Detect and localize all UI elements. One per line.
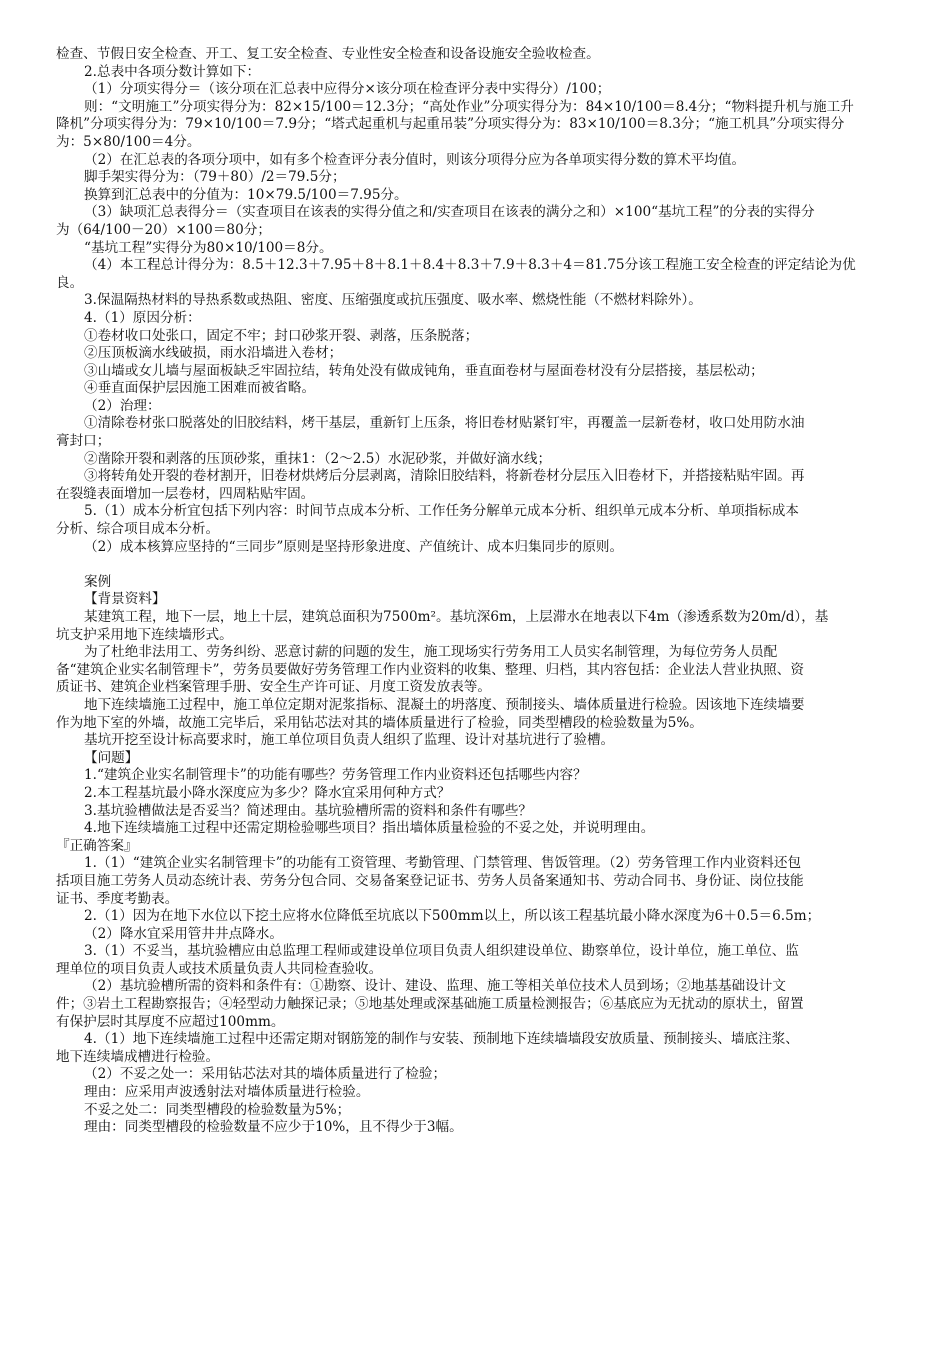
text-line: 为：5×80/100＝4分。 (56, 133, 201, 150)
text-line: 基坑开挖至设计标高要求时，施工单位项目负责人组织了监理、设计对基坑进行了验槽。 (84, 732, 615, 749)
text-line: 作为地下室的外墙，故施工完毕后，采用钻芯法对其的墙体质量进行了检验，同类型槽段的检验数量为5%。 (56, 714, 703, 731)
case-section (56, 574, 902, 1137)
text-line: 括项目施工劳务人员动态统计表、劳务分包合同、交易备案登记证书、劳务人员备案通知书、劳动合同书、身份证、岗位技能 (56, 872, 804, 889)
text-line: 某建筑工程，地下一层，地上十层，建筑总面积为7500m²。基坑深6m，上层滞水在地表以下4m（渗透系数为20m/d），基 (84, 609, 829, 625)
text-line: 『正确答案』 (56, 837, 138, 854)
text-line: 理单位的项目负责人或技术质量负责人共同检查验收。 (56, 960, 383, 977)
text-line: 为了杜绝非法用工、劳务纠纷、恶意讨薪的问题的发生，施工现场实行劳务用工人员实名制管理，为每位劳务人员配 (84, 644, 778, 661)
text-line: 3.（1）不妥当，基坑验槽应由总监理工程师或建设单位项目负责人组织建设单位、勘察单位，设计单位，施工单位、监 (84, 943, 799, 960)
text-line: （2）治理： (84, 397, 161, 414)
text-line: 坑支护采用地下连续墙形式。 (56, 626, 233, 643)
text-line: 3.基坑验槽做法是否妥当？简述理由。基坑验槽所需的资料和条件有哪些？ (84, 802, 532, 819)
text-line: 4.（1）原因分析： (84, 309, 201, 326)
answer-section-1 (56, 46, 902, 556)
text-line: ③将转角处开裂的卷材割开，旧卷材烘烤后分层剥离，清除旧胶结料，将新卷材分层压入旧卷材下，并搭接粘贴牢固。再 (84, 468, 805, 485)
text-line: 1.“建筑企业实名制管理卡”的功能有哪些？劳务管理工作内业资料还包括哪些内容？ (84, 767, 587, 784)
text-line: 良。 (56, 274, 84, 291)
text-line: ③山墙或女儿墙与屋面板缺乏牢固拉结，转角处没有做成钝角，垂直面卷材与屋面卷材没有分层搭接，基层松动； (84, 362, 764, 379)
text-line: 理由：应采用声波透射法对墙体质量进行检验。 (84, 1084, 370, 1101)
text-line: 1.（1）“建筑企业实名制管理卡”的功能有工资管理、考勤管理、门禁管理、售饭管理。（2）劳务管理工作内业资料还包 (84, 855, 802, 872)
text-line: （4）本工程总计得分为：8.5＋12.3＋7.95＋8＋8.1＋8.4＋8.3＋7.9＋8.3＋4＝81.75分该工程施工安全检查的评定结论为优 (84, 257, 856, 274)
text-line: ①卷材收口处张口，固定不牢；封口砂浆开裂、剥落，压条脱落； (84, 327, 479, 344)
text-line: 为（64/100－20）×100＝80分； (56, 221, 271, 238)
text-line: （2）不妥之处一：采用钻芯法对其的墙体质量进行了检验； (84, 1066, 447, 1083)
text-line: 理由：同类型槽段的检验数量不应少于10%，且不得少于3幅。 (84, 1119, 463, 1136)
text-line: （2）基坑验槽所需的资料和条件有：①勘察、设计、建设、监理、施工等相关单位技术人员到场；②地基基础设计文 (84, 978, 786, 995)
text-line: ④垂直面保护层因施工困难而被省略。 (84, 380, 316, 397)
text-line: 4.（1）地下连续墙施工过程中还需定期对钢筋笼的制作与安装、预制地下连续墙墙段安放质量、预制接头、墙底注浆、 (84, 1031, 799, 1048)
text-line: 换算到汇总表中的分值为：10×79.5/100＝7.95分。 (84, 186, 408, 203)
text-line: 在裂缝表面增加一层卷材，四周粘贴牢固。 (56, 485, 315, 502)
text-line: （1）分项实得分＝（该分项在汇总表中应得分×该分项在检查评分表中实得分）/100； (84, 81, 611, 98)
text-line: 降机”分项实得分为：79×10/100＝7.9分；“塔式起重机与起重吊装”分项实得分为：83×10/100＝8.3分；“施工机具”分项实得分 (56, 116, 845, 133)
text-line: 【问题】 (84, 749, 139, 766)
text-line: 则：“文明施工”分项实得分为：82×15/100＝12.3分；“高处作业”分项实得分为：84×10/100＝8.4分；“物料提升机与施工升 (84, 98, 854, 115)
text-line: （3）缺项汇总表得分＝（实查项目在该表的实得分值之和/实查项目在该表的满分之和）×100“基坑工程”的分表的实得分 (84, 204, 815, 221)
text-line: 备“建筑企业实名制管理卡”，劳务员要做好劳务管理工作内业资料的收集、整理、归档，其内容包括：企业法人营业执照、资 (56, 661, 804, 678)
text-line: 地下连续墙成槽进行检验。 (56, 1048, 220, 1065)
text-line: ①清除卷材张口脱落处的旧胶结料，烤干基层，重新钉上压条，将旧卷材贴紧钉牢，再覆盖一层新卷材，收口处用防水油 (84, 415, 805, 432)
text-line: 4.地下连续墙施工过程中还需定期检验哪些项目？指出墙体质量检验的不妥之处，并说明理由。 (84, 820, 655, 837)
text-line: 分析、综合项目成本分析。 (56, 521, 220, 538)
text-line: 3.保温隔热材料的导热系数或热阻、密度、压缩强度或抗压强度、吸水率、燃烧性能（不燃材料除外）。 (84, 292, 702, 309)
text-line: 2.本工程基坑最小降水深度应为多少？降水宜采用何种方式？ (84, 784, 451, 801)
text-line: 检查、节假日安全检查、开工、复工安全检查、专业性安全检查和设备设施安全验收检查。 (56, 46, 600, 62)
text-line: 质证书、建筑企业档案管理手册、安全生产许可证、月度工资发放表等。 (56, 679, 491, 696)
text-line: 脚手架实得分为：（79＋80）/2＝79.5分； (84, 169, 346, 186)
text-line: 5.（1）成本分析宜包括下列内容：时间节点成本分析、工作任务分解单元成本分析、组织单元成本分析、单项指标成本 (84, 503, 799, 520)
text-line: （2）在汇总表的各项分项中，如有多个检查评分表分值时，则该分项得分应为各单项实得分数的算术平均值。 (84, 151, 746, 168)
text-line: 件；③岩土工程勘察报告；④轻型动力触探记录；⑤地基处理或深基础施工质量检测报告；⑥基底应为无扰动的原状土，留置 (56, 996, 804, 1013)
text-line: 案例 (84, 573, 112, 590)
text-line: “基坑工程”实得分为80×10/100＝8分。 (84, 239, 333, 256)
text-line: 2.（1）因为在地下水位以下挖土应将水位降低至坑底以下500mm以上，所以该工程基坑最小降水深度为6＋0.5＝6.5m； (84, 908, 821, 925)
document-body (56, 46, 902, 1137)
text-line: 膏封口； (56, 433, 111, 450)
text-line: 地下连续墙施工过程中，施工单位定期对泥浆指标、混凝土的坍落度、预制接头、墙体质量进行检验。因该地下连续墙要 (84, 696, 805, 713)
text-line: ②凿除开裂和剥落的压顶砂浆，重抹1：（2～2.5）水泥砂浆，并做好滴水线； (84, 450, 552, 467)
text-line: 2.总表中各项分数计算如下： (84, 63, 261, 80)
text-line: 有保护层时其厚度不应超过100mm。 (56, 1013, 285, 1030)
text-line: 【背景资料】 (84, 591, 166, 608)
section-gap (56, 556, 902, 574)
text-line: 证书、季度考勤表。 (56, 890, 179, 907)
text-line: （2）降水宜采用管井井点降水。 (84, 925, 283, 942)
text-line: 不妥之处二：同类型槽段的检验数量为5%； (84, 1101, 351, 1118)
text-line: ②压顶板滴水线破损，雨水沿墙进入卷材； (84, 345, 343, 362)
text-line: （2）成本核算应坚持的“三同步”原则是坚持形象进度、产值统计、成本归集同步的原则。 (84, 538, 624, 555)
